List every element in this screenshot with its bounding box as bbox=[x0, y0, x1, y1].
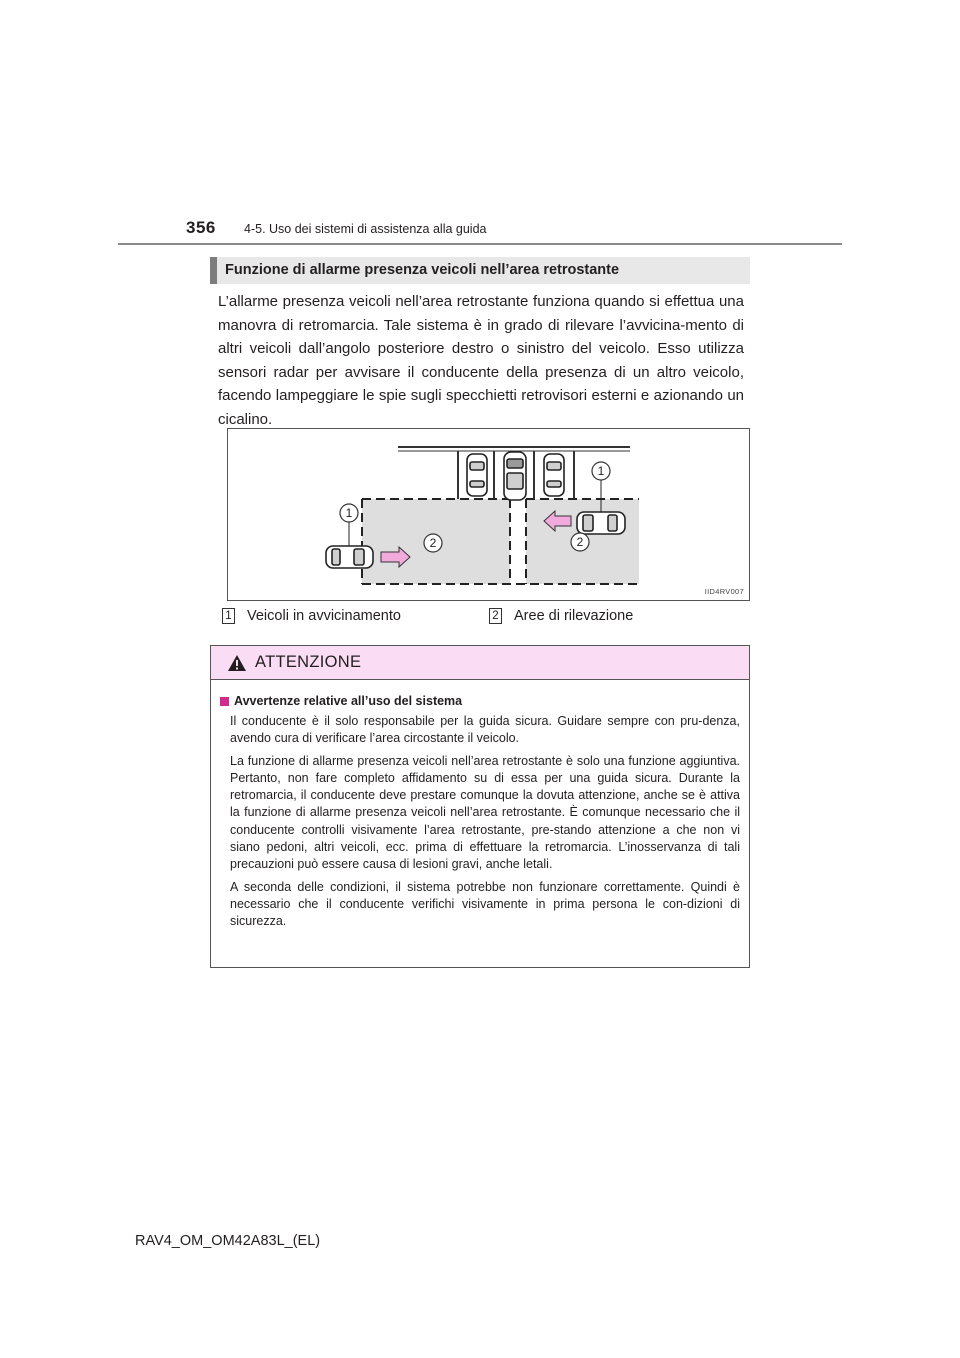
legend-number: 2 bbox=[489, 608, 502, 624]
callout-label: 2 bbox=[576, 535, 584, 549]
warning-triangle-icon bbox=[227, 654, 247, 672]
legend-item bbox=[489, 606, 633, 626]
reversing-car-center bbox=[504, 452, 526, 500]
legend-number: 1 bbox=[222, 608, 235, 624]
warning-paragraph: Il conducente è il solo responsabile per la guida sicura. Guidare sempre con pru-denza, avendo cura di verificare l’area circostante il veicolo. bbox=[230, 714, 740, 746]
warning-paragraph: La funzione di allarme presenza veicoli nell’area retrostante è solo una funzione aggiuntiva. Pertanto, non fare completo affidamento su di essa per una guida sicura. Durante la retromarcia, il conducente deve prestare comunque la dovuta attenzione, anche se è attiva la funzione di allarme presenza veicoli nell’area retrostante. È comunque necessario che il conducente controlli visivamente l’area retrostante, pre-stando attenzione a che non vi siano pedoni, altri veicoli, ecc. prima di effettuare la retromarcia. L’inosservanza di tali precauzioni può essere causa di lesioni gravi, anche letali. bbox=[230, 753, 740, 872]
warning-body bbox=[211, 680, 749, 931]
section-path: 4-5. Uso dei sistemi di assistenza alla guida bbox=[244, 222, 487, 236]
page-number: 356 bbox=[186, 218, 216, 237]
body-paragraph: L’allarme presenza veicoli nell’area retrostante funziona quando si effettua una manovra di retromarcia. Tale sistema è in grado di rilevare l’avvicina-mento di altri veicoli dall’angolo posteriore destro o sinistro del veicolo. Esso utilizza sensori radar per avvisare il conducente della presenza di un altro veicolo, facendo lampeggiare le spie sugli specchietti retrovisori esterni e azionando un cicalino. bbox=[218, 293, 744, 428]
parked-car-right bbox=[544, 454, 564, 496]
parked-car-left bbox=[467, 454, 487, 496]
legend-label: Veicoli in avvicinamento bbox=[247, 608, 401, 624]
legend-label: Aree di rilevazione bbox=[514, 608, 634, 624]
bullet-square-icon bbox=[220, 697, 229, 706]
warning-paragraph: A seconda delle condizioni, il sistema potrebbe non funzionare correttamente. Quindi è necessario che il conducente verifichi visivamente in prima persona le con-dizioni di sicurezza. bbox=[230, 879, 740, 929]
legend-item bbox=[222, 606, 401, 626]
callout-label: 1 bbox=[345, 506, 353, 520]
figure-code: IID4RV007 bbox=[704, 587, 744, 596]
callout-label: 2 bbox=[429, 536, 437, 550]
warning-subheading-text: Avvertenze relative all’uso del sistema bbox=[234, 694, 463, 708]
approaching-car-right bbox=[577, 512, 625, 534]
warning-subheading bbox=[220, 694, 740, 708]
warning-title: ATTENZIONE bbox=[255, 653, 362, 671]
footer-code: RAV4_OM_OM42A83L_(EL) bbox=[135, 1233, 321, 1249]
warning-header bbox=[211, 646, 749, 680]
section-heading: Funzione di allarme presenza veicoli nell’area retrostante bbox=[210, 257, 750, 284]
approaching-car-left bbox=[326, 546, 373, 568]
header-rule bbox=[118, 243, 842, 245]
callout-label: 1 bbox=[597, 464, 605, 478]
illustration-rear-cross-traffic bbox=[227, 428, 750, 601]
parking-diagram bbox=[228, 429, 749, 600]
warning-box bbox=[210, 645, 750, 968]
